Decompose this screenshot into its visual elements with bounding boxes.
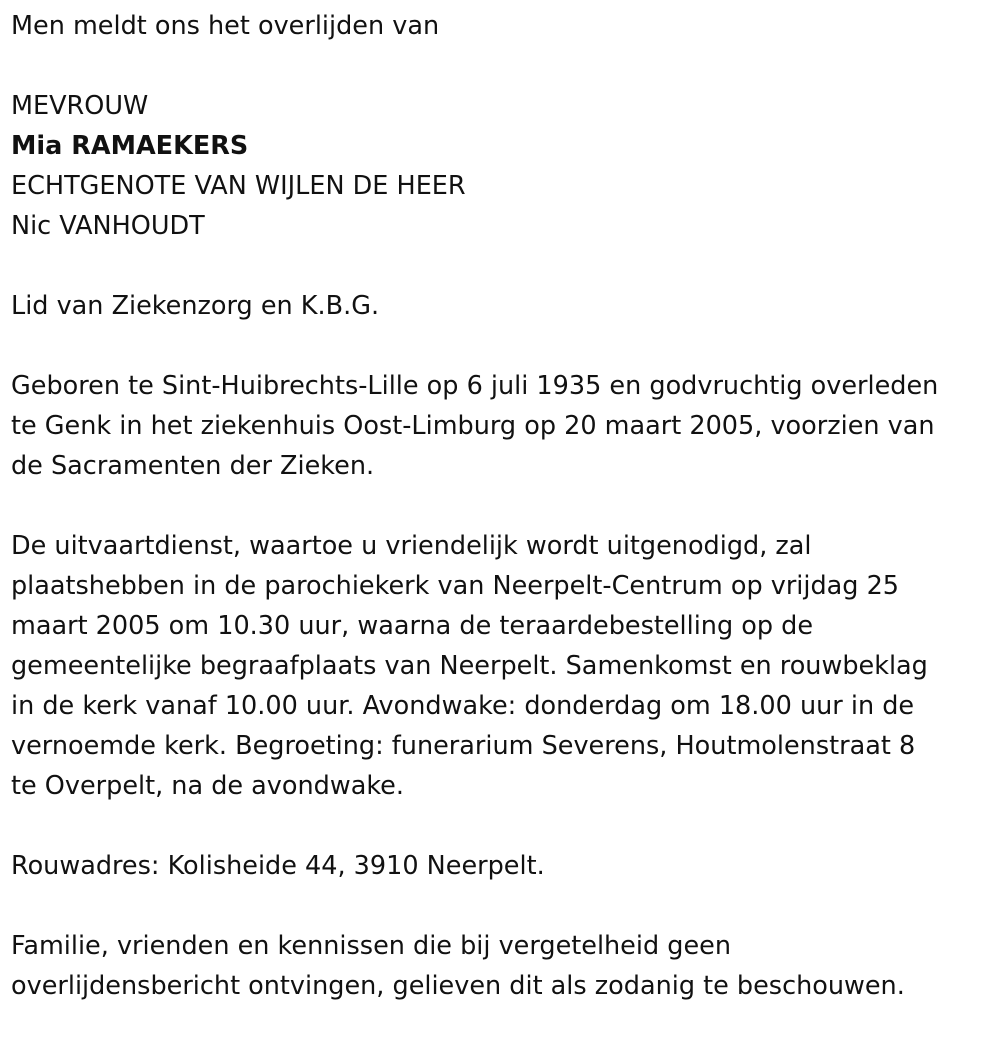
paragraph-line: te Genk in het ziekenhuis Oost-Limburg op 20 maart 2005, voorzien van (11, 411, 935, 441)
spacer (11, 46, 981, 86)
mourning-address: Rouwadres: Kolisheide 44, 3910 Neerpelt. (11, 851, 545, 881)
closing-paragraph (11, 926, 981, 1006)
spacer (11, 806, 981, 846)
paragraph-line: de Sacramenten der Zieken. (11, 451, 375, 481)
funeral-paragraph (11, 526, 981, 806)
relation-line: ECHTGENOTE VAN WIJLEN DE HEER (11, 171, 466, 201)
paragraph-line: gemeentelijke begraafplaats van Neerpelt. Samenkomst en rouwbeklag (11, 651, 928, 681)
deceased-name: Mia RAMAEKERS (11, 131, 249, 161)
paragraph-line: maart 2005 om 10.30 uur, waarna de teraardebestelling op de (11, 611, 814, 641)
spacer (11, 246, 981, 286)
spouse-name: Nic VANHOUDT (11, 211, 205, 241)
paragraph-line: Familie, vrienden en kennissen die bij vergetelheid geen (11, 931, 731, 961)
death-notice (11, 6, 981, 1006)
paragraph-line: te Overpelt, na de avondwake. (11, 771, 404, 801)
paragraph-line: in de kerk vanaf 10.00 uur. Avondwake: donderdag om 18.00 uur in de (11, 691, 915, 721)
paragraph-line: vernoemde kerk. Begroeting: funerarium Severens, Houtmolenstraat 8 (11, 731, 916, 761)
spacer (11, 486, 981, 526)
paragraph-line: overlijdensbericht ontvingen, gelieven dit als zodanig te beschouwen. (11, 971, 905, 1001)
spacer (11, 326, 981, 366)
membership-line: Lid van Ziekenzorg en K.B.G. (11, 291, 380, 321)
intro-line: Men meldt ons het overlijden van (11, 11, 440, 41)
paragraph-line: De uitvaartdienst, waartoe u vriendelijk wordt uitgenodigd, zal (11, 531, 812, 561)
paragraph-line: plaatshebben in de parochiekerk van Neerpelt-Centrum op vrijdag 25 (11, 571, 900, 601)
paragraph-line: Geboren te Sint-Huibrechts-Lille op 6 juli 1935 en godvruchtig overleden (11, 371, 939, 401)
honorific: MEVROUW (11, 91, 149, 121)
spacer (11, 886, 981, 926)
birth-death-paragraph (11, 366, 981, 486)
